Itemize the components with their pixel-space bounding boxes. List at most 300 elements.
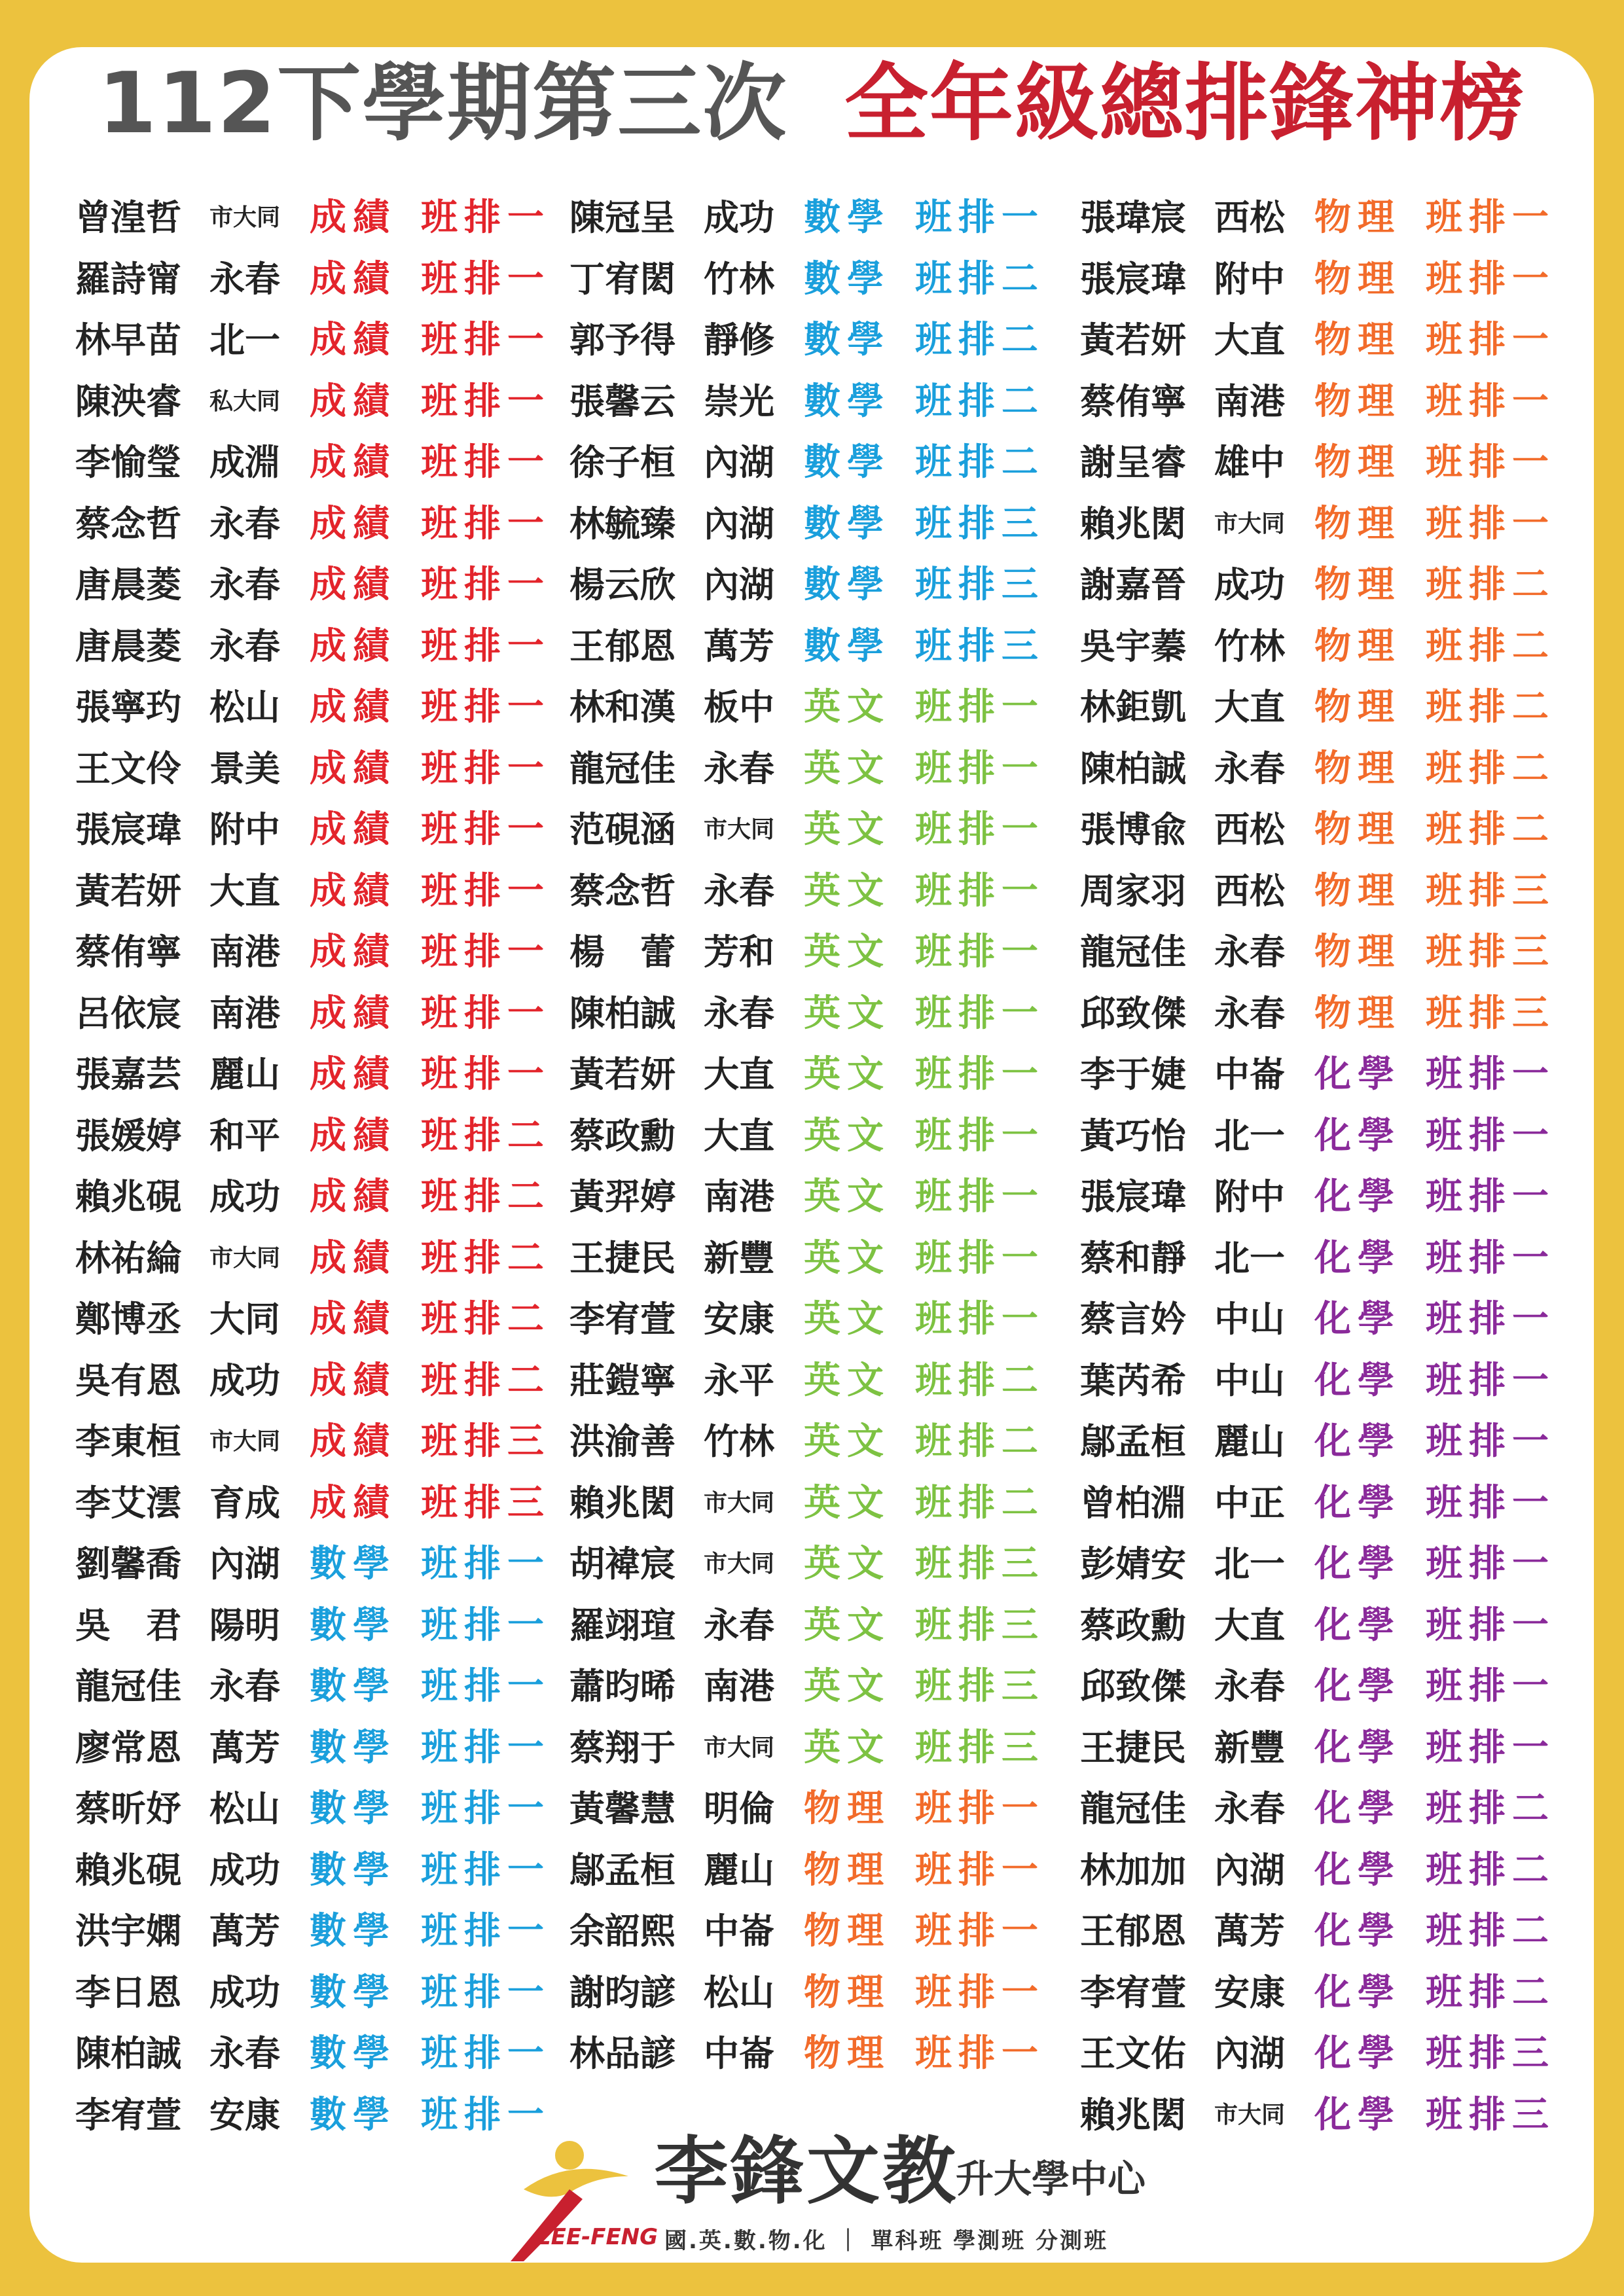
rank-label: 班排三 (1426, 2032, 1555, 2075)
student-name: 余韶熙 (569, 1910, 676, 1952)
rank-label: 班排一 (421, 380, 550, 423)
student-name: 陳冠呈 (569, 197, 676, 238)
school-name: 永春 (1214, 747, 1285, 789)
student-name: 賴兆閎 (1080, 503, 1186, 545)
subject-label: 英文 (804, 1359, 890, 1402)
subject-label: 物理 (804, 1787, 890, 1830)
subject-label: 成績 (310, 502, 396, 545)
school-name: 北一 (1214, 1237, 1285, 1279)
student-name: 賴兆閎 (1080, 2094, 1186, 2136)
student-name: 謝呈睿 (1080, 442, 1186, 483)
rank-label: 班排一 (915, 747, 1045, 790)
school-name: 雄中 (1214, 442, 1285, 483)
student-name: 鄭博丞 (75, 1299, 181, 1340)
student-name: 徐子桓 (569, 442, 676, 483)
school-name: 永春 (704, 747, 774, 789)
subject-label: 數學 (310, 2032, 396, 2075)
rank-label: 班排一 (1426, 1236, 1555, 1280)
subject-label: 化學 (1314, 1481, 1401, 1524)
subject-label: 英文 (804, 1175, 890, 1218)
school-name: 北一 (1214, 1543, 1285, 1585)
subject-label: 成績 (310, 196, 396, 239)
school-name: 南港 (1214, 380, 1285, 422)
rank-label: 班排一 (1426, 1114, 1555, 1157)
student-name: 洪渝善 (569, 1421, 676, 1462)
school-name: 大直 (704, 1054, 774, 1095)
subject-label: 成績 (310, 1298, 396, 1340)
subject-label: 英文 (804, 747, 890, 790)
subject-label: 英文 (804, 1298, 890, 1340)
student-name: 洪宇嫻 (75, 1910, 181, 1952)
subject-label: 化學 (1314, 1604, 1401, 1647)
student-name: 張馨云 (569, 380, 676, 422)
subject-label: 數學 (310, 1971, 396, 2014)
student-name: 鄔孟桓 (1080, 1421, 1186, 1462)
student-name: 胡褘宸 (569, 1543, 676, 1585)
rank-label: 班排三 (915, 1726, 1045, 1769)
rank-label: 班排二 (1426, 564, 1555, 606)
school-name: 私大同 (209, 387, 281, 415)
rank-label: 班排二 (915, 380, 1045, 423)
school-name: 大直 (1214, 1604, 1285, 1646)
rank-label: 班排一 (1426, 196, 1555, 239)
school-name: 市大同 (209, 1244, 281, 1272)
student-name: 彭婧安 (1080, 1543, 1186, 1585)
student-name: 張瑋宸 (1080, 197, 1186, 238)
school-name: 大直 (704, 1115, 774, 1157)
student-name: 黃若妍 (1080, 319, 1186, 361)
school-name: 板中 (704, 687, 774, 728)
student-name: 李宥萱 (75, 2094, 181, 2136)
subject-label: 數學 (804, 502, 890, 545)
school-name: 芳和 (704, 931, 774, 973)
rank-label: 班排一 (1426, 1420, 1555, 1463)
subject-label: 成績 (310, 1420, 396, 1463)
student-name: 葉芮希 (1080, 1359, 1186, 1401)
subject-label: 化學 (1314, 1114, 1401, 1157)
subject-label: 英文 (804, 686, 890, 728)
subject-label: 數學 (804, 257, 890, 300)
rank-label: 班排三 (915, 1543, 1045, 1585)
subject-label: 化學 (1314, 1726, 1401, 1769)
school-name: 成功 (209, 1849, 280, 1891)
student-name: 黃若妍 (569, 1054, 676, 1095)
subject-label: 數學 (310, 1543, 396, 1585)
rank-label: 班排一 (421, 869, 550, 912)
school-name: 永春 (209, 564, 280, 605)
subject-label: 成績 (310, 1481, 396, 1524)
rank-label: 班排二 (1426, 1971, 1555, 2014)
subject-label: 數學 (804, 624, 890, 668)
school-name: 中山 (1214, 1299, 1285, 1340)
subject-label: 物理 (804, 1971, 890, 2014)
student-name: 蔡和靜 (1080, 1237, 1186, 1279)
logo-subtitle: 升大學中心 (956, 2157, 1146, 2201)
rank-label: 班排三 (915, 1604, 1045, 1647)
subject-label: 物理 (1314, 992, 1401, 1035)
student-name: 李愉瑩 (75, 442, 181, 483)
student-name: 王捷民 (1080, 1727, 1186, 1768)
student-name: 蔡翔于 (569, 1727, 676, 1768)
rank-label: 班排二 (1426, 1848, 1555, 1892)
logo-english-name: LEE-FENG (537, 2224, 659, 2250)
student-name: 范硯涵 (569, 809, 676, 850)
rank-label: 班排一 (1426, 1175, 1555, 1218)
rank-label: 班排一 (1426, 1359, 1555, 1402)
subject-label: 英文 (804, 1236, 890, 1280)
student-name: 周家羽 (1080, 870, 1186, 912)
subject-label: 英文 (804, 931, 890, 973)
rank-label: 班排一 (421, 502, 550, 545)
subject-label: 英文 (804, 1604, 890, 1647)
subject-label: 數學 (310, 1604, 396, 1647)
subject-label: 化學 (1314, 1359, 1401, 1402)
rank-label: 班排一 (1426, 1298, 1555, 1340)
rank-label: 班排一 (421, 808, 550, 851)
rank-label: 班排一 (421, 319, 550, 361)
school-name: 內湖 (704, 442, 774, 483)
student-name: 李宥萱 (569, 1299, 676, 1340)
rank-label: 班排二 (1426, 686, 1555, 728)
school-name: 市大同 (1214, 2101, 1286, 2128)
student-name: 龍冠佳 (1080, 1788, 1186, 1829)
subject-label: 英文 (804, 1543, 890, 1585)
school-name: 成功 (704, 197, 774, 238)
school-name: 萬芳 (209, 1727, 280, 1768)
student-name: 謝嘉晉 (1080, 564, 1186, 605)
student-name: 蔡念哲 (75, 503, 181, 545)
student-name: 張宸瑋 (1080, 258, 1186, 300)
subject-label: 成績 (310, 869, 396, 912)
school-name: 成功 (209, 1176, 280, 1217)
rank-label: 班排三 (421, 1481, 550, 1524)
school-name: 附中 (209, 809, 280, 850)
subject-label: 物理 (804, 2032, 890, 2075)
student-name: 黃若妍 (75, 870, 181, 912)
subject-label: 化學 (1314, 1848, 1401, 1892)
school-name: 安康 (1214, 1971, 1285, 2013)
school-name: 萬芳 (704, 625, 774, 667)
student-name: 陳泱睿 (75, 380, 181, 422)
school-name: 靜修 (704, 319, 774, 361)
subject-label: 化學 (1314, 1298, 1401, 1340)
rank-label: 班排三 (915, 502, 1045, 545)
rank-label: 班排一 (421, 1543, 550, 1585)
subject-label: 化學 (1314, 1236, 1401, 1280)
student-name: 林祐綸 (75, 1237, 181, 1279)
student-name: 吳有恩 (75, 1359, 181, 1401)
student-name: 李日恩 (75, 1971, 181, 2013)
rank-label: 班排一 (421, 1604, 550, 1647)
rank-label: 班排一 (915, 196, 1045, 239)
subject-label: 成績 (310, 564, 396, 606)
subject-label: 數學 (804, 564, 890, 606)
student-name: 賴兆硯 (75, 1176, 181, 1217)
student-name: 龍冠佳 (75, 1666, 181, 1707)
school-name: 竹林 (704, 1421, 774, 1462)
student-name: 張嘉芸 (75, 1054, 181, 1095)
student-name: 賴兆硯 (75, 1849, 181, 1891)
subject-label: 化學 (1314, 2093, 1401, 2136)
subject-label: 英文 (804, 992, 890, 1035)
school-name: 安康 (209, 2094, 280, 2136)
student-name: 羅翊瑄 (569, 1604, 676, 1646)
rank-label: 班排一 (915, 992, 1045, 1035)
subject-label: 化學 (1314, 1910, 1401, 1952)
rank-label: 班排一 (421, 1053, 550, 1096)
student-name: 邱致傑 (1080, 992, 1186, 1034)
subject-label: 化學 (1314, 1971, 1401, 2014)
student-name: 丁宥閎 (569, 258, 676, 300)
rank-label: 班排一 (915, 1787, 1045, 1830)
student-name: 龍冠佳 (1080, 931, 1186, 973)
student-name: 廖常恩 (75, 1727, 181, 1768)
subject-label: 數學 (310, 1787, 396, 1830)
school-name: 中崙 (704, 1910, 774, 1952)
subject-label: 數學 (310, 1665, 396, 1708)
rank-label: 班排一 (1426, 502, 1555, 545)
header-honor-title: 全年級總排鋒神榜 (844, 55, 1526, 152)
school-name: 崇光 (704, 380, 774, 422)
logo-title: 李鋒文教 (655, 2129, 958, 2214)
school-name: 陽明 (209, 1604, 280, 1646)
rank-label: 班排一 (421, 2093, 550, 2136)
student-name: 王郁恩 (569, 625, 676, 667)
rank-label: 班排一 (421, 931, 550, 973)
school-name: 附中 (1214, 1176, 1285, 1217)
rank-label: 班排一 (1426, 1053, 1555, 1096)
school-name: 永春 (1214, 1788, 1285, 1829)
rank-label: 班排一 (421, 196, 550, 239)
subject-label: 英文 (804, 808, 890, 851)
subject-label: 成績 (310, 1114, 396, 1157)
rank-label: 班排三 (915, 1665, 1045, 1708)
student-name: 蔡念哲 (569, 870, 676, 912)
rank-label: 班排一 (1426, 1726, 1555, 1769)
rank-label: 班排三 (915, 564, 1045, 606)
school-name: 永春 (704, 870, 774, 912)
student-name: 曾柏淵 (1080, 1482, 1186, 1524)
student-name: 王文伶 (75, 747, 181, 789)
subject-label: 化學 (1314, 1053, 1401, 1096)
student-name: 呂依宸 (75, 992, 181, 1034)
rank-label: 班排一 (915, 2032, 1045, 2075)
rank-label: 班排三 (1426, 931, 1555, 973)
rank-label: 班排三 (1426, 2093, 1555, 2136)
subject-label: 化學 (1314, 1420, 1401, 1463)
subject-label: 成績 (310, 1359, 396, 1402)
school-name: 永春 (704, 992, 774, 1034)
student-name: 吳宇蓁 (1080, 625, 1186, 667)
subject-label: 數學 (804, 196, 890, 239)
subject-label: 成績 (310, 380, 396, 423)
student-name: 張宸瑋 (75, 809, 181, 850)
school-name: 市大同 (1214, 510, 1286, 537)
rank-label: 班排一 (915, 869, 1045, 912)
school-name: 萬芳 (1214, 1910, 1285, 1952)
subject-label: 英文 (804, 869, 890, 912)
subject-label: 物理 (1314, 380, 1401, 423)
school-name: 南港 (704, 1176, 774, 1217)
subject-label: 成績 (310, 1175, 396, 1218)
rank-label: 班排二 (1426, 747, 1555, 790)
school-name: 內湖 (704, 503, 774, 545)
subject-label: 英文 (804, 1481, 890, 1524)
student-name: 蔡侑寧 (75, 931, 181, 973)
student-name: 林早苗 (75, 319, 181, 361)
subject-label: 化學 (1314, 1787, 1401, 1830)
school-name: 松山 (704, 1971, 774, 2013)
rank-label: 班排二 (1426, 1787, 1555, 1830)
student-name: 鄔孟桓 (569, 1849, 676, 1891)
subject-label: 成績 (310, 319, 396, 361)
school-name: 南港 (209, 992, 280, 1034)
rank-label: 班排二 (915, 257, 1045, 300)
school-name: 永春 (209, 258, 280, 300)
subject-label: 成績 (310, 624, 396, 668)
logo-tagline: 國.英.數.物.化 ｜ 單科班 學測班 分測班 (664, 2228, 1109, 2254)
rank-label: 班排一 (915, 1114, 1045, 1157)
rank-label: 班排二 (915, 319, 1045, 361)
student-name: 蔡昕妤 (75, 1788, 181, 1829)
student-name: 曾湟哲 (75, 197, 181, 238)
subject-label: 化學 (1314, 1175, 1401, 1218)
school-name: 松山 (209, 1788, 280, 1829)
subject-label: 數學 (804, 441, 890, 484)
rank-label: 班排一 (421, 992, 550, 1035)
subject-label: 成績 (310, 686, 396, 728)
student-name: 蔡侑寧 (1080, 380, 1186, 422)
student-name: 蔡政勳 (1080, 1604, 1186, 1646)
subject-label: 物理 (1314, 869, 1401, 912)
school-name: 中山 (1214, 1359, 1285, 1401)
school-name: 永春 (704, 1604, 774, 1646)
rank-label: 班排一 (421, 1971, 550, 2014)
subject-label: 物理 (1314, 686, 1401, 728)
student-name: 林鉅凱 (1080, 687, 1186, 728)
school-name: 內湖 (704, 564, 774, 605)
rank-label: 班排一 (421, 257, 550, 300)
student-name: 林加加 (1080, 1849, 1186, 1891)
student-name: 蔡政勳 (569, 1115, 676, 1157)
subject-label: 化學 (1314, 1665, 1401, 1708)
student-name: 張寧玓 (75, 687, 181, 728)
rank-label: 班排一 (421, 686, 550, 728)
school-name: 市大同 (704, 1489, 775, 1516)
rank-label: 班排一 (1426, 257, 1555, 300)
subject-label: 物理 (1314, 624, 1401, 668)
school-name: 西松 (1214, 197, 1285, 238)
subject-label: 英文 (804, 1665, 890, 1708)
school-name: 成功 (209, 1359, 280, 1401)
student-name: 羅詩甯 (75, 258, 181, 300)
school-name: 永春 (1214, 1666, 1285, 1707)
rank-label: 班排一 (915, 808, 1045, 851)
student-name: 張宸瑋 (1080, 1176, 1186, 1217)
school-name: 松山 (209, 687, 280, 728)
school-name: 市大同 (704, 1551, 775, 1577)
school-name: 永春 (209, 625, 280, 667)
school-name: 西松 (1214, 870, 1285, 912)
school-name: 中崙 (704, 2033, 774, 2074)
subject-label: 物理 (1314, 747, 1401, 790)
school-name: 麗山 (1214, 1421, 1285, 1462)
subject-label: 物理 (1314, 502, 1401, 545)
school-name: 永春 (1214, 931, 1285, 973)
school-name: 永春 (209, 2033, 280, 2074)
school-name: 永平 (704, 1359, 774, 1401)
student-name: 林品諺 (569, 2033, 676, 2074)
rank-label: 班排二 (421, 1114, 550, 1157)
school-name: 成功 (1214, 564, 1285, 605)
student-name: 陳柏誠 (569, 992, 676, 1034)
rank-label: 班排二 (915, 441, 1045, 484)
rank-label: 班排一 (915, 1053, 1045, 1096)
school-name: 市大同 (704, 1734, 775, 1761)
student-name: 楊 蕾 (569, 931, 676, 973)
school-name: 安康 (704, 1299, 774, 1340)
subject-label: 數學 (310, 2093, 396, 2136)
student-name: 蕭昀晞 (569, 1666, 676, 1707)
subject-label: 成績 (310, 441, 396, 484)
rank-label: 班排二 (915, 1420, 1045, 1463)
subject-label: 物理 (1314, 564, 1401, 606)
subject-label: 物理 (1314, 196, 1401, 239)
rank-label: 班排三 (915, 624, 1045, 668)
student-name: 黃羿婷 (569, 1176, 676, 1217)
student-name: 龍冠佳 (569, 747, 676, 789)
student-name: 黃馨慧 (569, 1788, 676, 1829)
school-name: 市大同 (704, 816, 775, 843)
school-name: 明倫 (704, 1788, 774, 1829)
student-name: 林毓臻 (569, 503, 676, 545)
school-name: 新豐 (704, 1237, 774, 1279)
school-name: 大直 (209, 870, 280, 912)
school-name: 成淵 (209, 442, 280, 483)
school-name: 竹林 (1214, 625, 1285, 667)
school-name: 北一 (1214, 1115, 1285, 1157)
rank-label: 班排一 (421, 1910, 550, 1952)
subject-label: 物理 (804, 1848, 890, 1892)
subject-label: 數學 (310, 1726, 396, 1769)
subject-label: 物理 (1314, 319, 1401, 361)
subject-label: 成績 (310, 931, 396, 973)
subject-label: 數學 (804, 380, 890, 423)
school-name: 永春 (209, 1666, 280, 1707)
student-name: 莊鎧寧 (569, 1359, 676, 1401)
rank-label: 班排一 (421, 441, 550, 484)
rank-label: 班排一 (421, 1726, 550, 1769)
rank-label: 班排二 (421, 1359, 550, 1402)
rank-label: 班排一 (915, 1298, 1045, 1340)
rank-label: 班排一 (421, 747, 550, 790)
rank-label: 班排一 (421, 624, 550, 668)
student-name: 李艾澐 (75, 1482, 181, 1524)
rank-label: 班排一 (1426, 380, 1555, 423)
student-name: 李宥萱 (1080, 1971, 1186, 2013)
subject-label: 數學 (804, 319, 890, 361)
rank-label: 班排一 (1426, 441, 1555, 484)
rank-label: 班排二 (915, 1359, 1045, 1402)
student-name: 唐晨菱 (75, 625, 181, 667)
school-name: 育成 (209, 1482, 280, 1524)
school-name: 大直 (1214, 319, 1285, 361)
subject-label: 數學 (310, 1910, 396, 1952)
student-name: 王郁恩 (1080, 1910, 1186, 1952)
student-name: 唐晨菱 (75, 564, 181, 605)
rank-label: 班排一 (915, 1910, 1045, 1952)
rank-label: 班排一 (915, 931, 1045, 973)
